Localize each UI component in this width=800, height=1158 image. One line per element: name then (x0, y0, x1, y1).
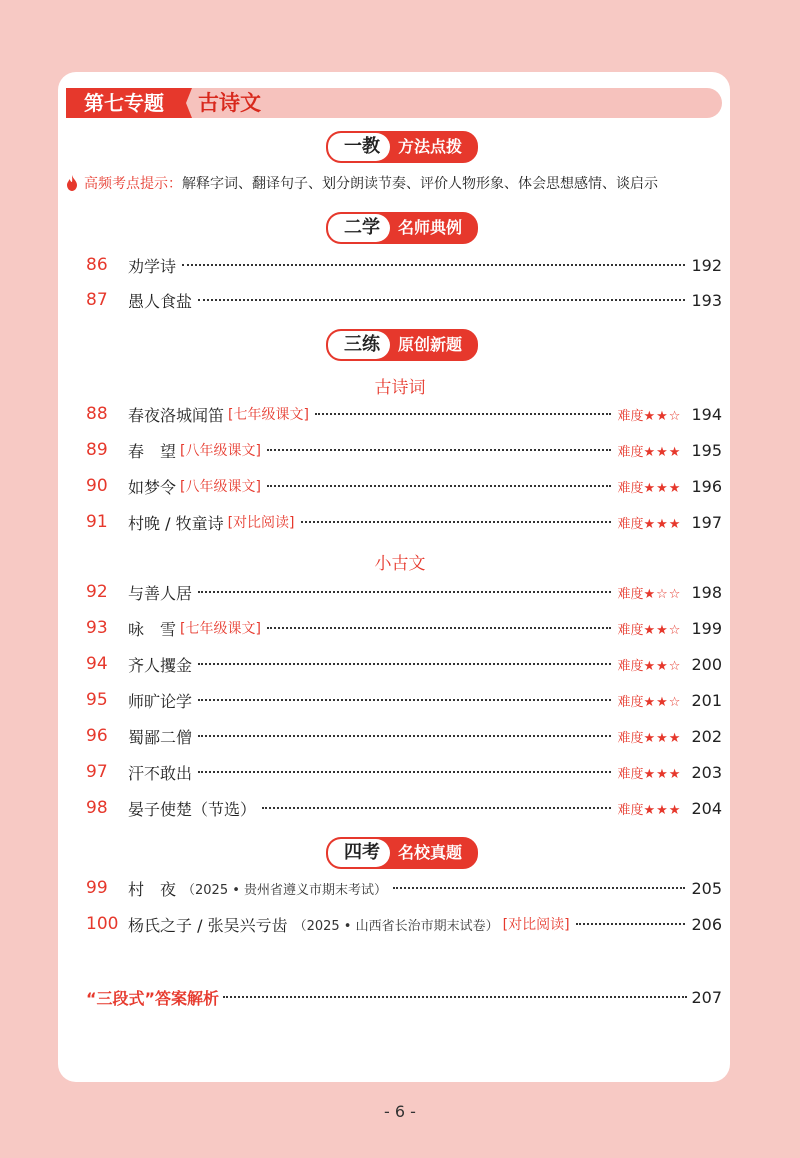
entry-title: 村晚 / 牧童诗 (128, 513, 224, 533)
toc-entry[interactable] (86, 579, 722, 605)
entry-number: 96 (86, 726, 108, 746)
difficulty-label: 难度 (617, 802, 644, 818)
entry-number: 100 (86, 914, 119, 934)
star-icons: ★★☆ (643, 622, 682, 638)
entry-page: 203 (691, 762, 722, 782)
toc-entry[interactable] (86, 759, 722, 785)
entry-page: 196 (691, 476, 722, 496)
topic-title: 古诗文 (198, 91, 261, 115)
entry-number: 91 (86, 512, 108, 532)
toc-entry[interactable] (86, 723, 722, 749)
toc-entry[interactable] (86, 687, 722, 713)
dot-leader (576, 923, 686, 925)
entry-number: 90 (86, 476, 108, 496)
dot-leader (393, 887, 685, 889)
section-practice-tag: 三练 (328, 331, 390, 359)
entry-page: 205 (691, 878, 722, 898)
entry-title: 如梦令 (128, 477, 177, 497)
entry-number: 87 (86, 290, 108, 310)
toc-entry[interactable] (86, 252, 722, 278)
page-number: - 6 - (384, 1102, 416, 1121)
section-learn-label: 名师典例 (398, 218, 463, 237)
difficulty-rating (617, 799, 681, 818)
entry-title: 与善人居 (128, 583, 193, 603)
entry-title: 师旷论学 (128, 691, 193, 711)
section-exam-pill (326, 837, 478, 869)
hint-text: 解释字词、翻译句子、划分朗读节奏、评价人物形象、体会思想感情、谈启示 (182, 176, 658, 192)
dot-leader (198, 699, 611, 701)
entry-page: 199 (691, 618, 722, 638)
entry-number: 97 (86, 762, 108, 782)
toc-entry[interactable] (86, 911, 722, 937)
entry-number: 95 (86, 690, 108, 710)
entry-page: 195 (691, 440, 722, 460)
entry-title: 村 夜 (128, 879, 177, 899)
toc-entry[interactable] (86, 509, 722, 535)
entry-page: 194 (691, 404, 722, 424)
section-teach-tag: 一教 (328, 133, 390, 161)
toc-entry[interactable] (86, 287, 722, 313)
star-icons: ★☆☆ (643, 586, 682, 602)
entry-page: 192 (691, 255, 722, 275)
dot-leader (315, 413, 612, 415)
topic-number: 第七专题 (66, 88, 182, 118)
difficulty-rating (617, 619, 681, 638)
difficulty-rating (617, 513, 681, 532)
entry-tag: [对比阅读] (227, 515, 295, 531)
entry-page: 201 (691, 690, 722, 710)
dot-leader (182, 264, 685, 266)
entry-page: 204 (691, 798, 722, 818)
entry-title: 蜀鄙二僧 (128, 727, 193, 747)
section-teach-pill (326, 131, 478, 163)
toc-entry[interactable] (86, 615, 722, 641)
difficulty-rating (617, 655, 681, 674)
entry-title: 春夜洛城闻笛 (128, 405, 225, 425)
entry-number: 92 (86, 582, 108, 602)
difficulty-rating (617, 583, 681, 602)
dot-leader (267, 627, 612, 629)
difficulty-label: 难度 (617, 408, 644, 424)
entry-number: 88 (86, 404, 108, 424)
dot-leader (223, 996, 687, 998)
entry-number: 86 (86, 255, 108, 275)
star-icons: ★★★ (643, 480, 682, 496)
answers-title: “三段式”答案解析 (86, 988, 220, 1008)
difficulty-label: 难度 (617, 444, 644, 460)
entry-title: 杨氏之子 / 张吴兴亏齿 (128, 915, 288, 935)
difficulty-rating (617, 691, 681, 710)
toc-entry[interactable] (86, 437, 722, 463)
difficulty-rating (617, 477, 681, 496)
toc-entry[interactable] (86, 651, 722, 677)
difficulty-label: 难度 (617, 730, 644, 746)
star-icons: ★★★ (643, 730, 682, 746)
entry-page: 206 (691, 914, 722, 934)
entry-number: 98 (86, 798, 108, 818)
dot-leader (267, 449, 612, 451)
difficulty-label: 难度 (617, 516, 644, 532)
difficulty-rating (617, 727, 681, 746)
entry-number: 99 (86, 878, 108, 898)
star-icons: ★★★ (643, 766, 682, 782)
entry-title: 愚人食盐 (128, 291, 193, 311)
entry-tag: [八年级课文] (180, 479, 261, 495)
entry-number: 93 (86, 618, 108, 638)
dot-leader (198, 299, 685, 301)
difficulty-label: 难度 (617, 586, 644, 602)
answers-entry[interactable] (86, 984, 722, 1010)
difficulty-rating (617, 441, 681, 460)
star-icons: ★★☆ (643, 658, 682, 674)
hint-label: 高频考点提示： (84, 176, 182, 192)
toc-entry[interactable] (86, 401, 722, 427)
entry-title: 劝学诗 (128, 256, 177, 276)
dot-leader (267, 485, 612, 487)
difficulty-label: 难度 (617, 766, 644, 782)
star-icons: ★★☆ (643, 694, 682, 710)
star-icons: ★★★ (643, 516, 682, 532)
subheading-poetry: 古诗词 (374, 378, 426, 398)
entry-number: 89 (86, 440, 108, 460)
entry-page: 202 (691, 726, 722, 746)
entry-page: 193 (691, 290, 722, 310)
subheading-prose: 小古文 (374, 554, 426, 574)
section-exam-tag: 四考 (328, 839, 390, 867)
star-icons: ★★☆ (643, 408, 682, 424)
star-icons: ★★★ (643, 444, 682, 460)
answers-page: 207 (691, 987, 722, 1007)
entry-tag: [八年级课文] (180, 443, 261, 459)
section-exam-label: 名校真题 (398, 843, 463, 862)
dot-leader (198, 771, 611, 773)
entry-page: 198 (691, 582, 722, 602)
entry-number: 94 (86, 654, 108, 674)
difficulty-label: 难度 (617, 622, 644, 638)
dot-leader (301, 521, 612, 523)
dot-leader (198, 591, 611, 593)
section-learn-tag: 二学 (328, 214, 390, 242)
difficulty-label: 难度 (617, 480, 644, 496)
difficulty-rating (617, 405, 681, 424)
dot-leader (198, 735, 611, 737)
high-frequency-hint (66, 173, 726, 195)
dot-leader (198, 663, 611, 665)
toc-entry[interactable] (86, 473, 722, 499)
entry-title: 齐人攫金 (128, 655, 193, 675)
difficulty-rating (617, 763, 681, 782)
toc-entry[interactable] (86, 795, 722, 821)
dot-leader (262, 807, 611, 809)
entry-page: 197 (691, 512, 722, 532)
entry-page: 200 (691, 654, 722, 674)
entry-tag: [对比阅读] (502, 917, 570, 933)
toc-entry[interactable] (86, 875, 722, 901)
entry-title: 咏 雪 (128, 619, 177, 639)
entry-title: 春 望 (128, 441, 177, 461)
star-icons: ★★★ (643, 802, 682, 818)
entry-source: （2025 • 山西省长治市期末试卷） (293, 918, 499, 934)
flame-icon (66, 175, 78, 191)
entry-title: 晏子使楚（节选） (128, 799, 257, 819)
entry-tag: [七年级课文] (180, 621, 261, 637)
section-practice-label: 原创新题 (398, 335, 463, 354)
section-practice-pill (326, 329, 478, 361)
difficulty-label: 难度 (617, 694, 644, 710)
entry-source: （2025 • 贵州省遵义市期末考试） (182, 882, 388, 898)
entry-title: 汗不敢出 (128, 763, 193, 783)
entry-tag: [七年级课文] (228, 407, 309, 423)
difficulty-label: 难度 (617, 658, 644, 674)
section-teach-label: 方法点拨 (398, 137, 463, 156)
section-learn-pill (326, 212, 478, 244)
